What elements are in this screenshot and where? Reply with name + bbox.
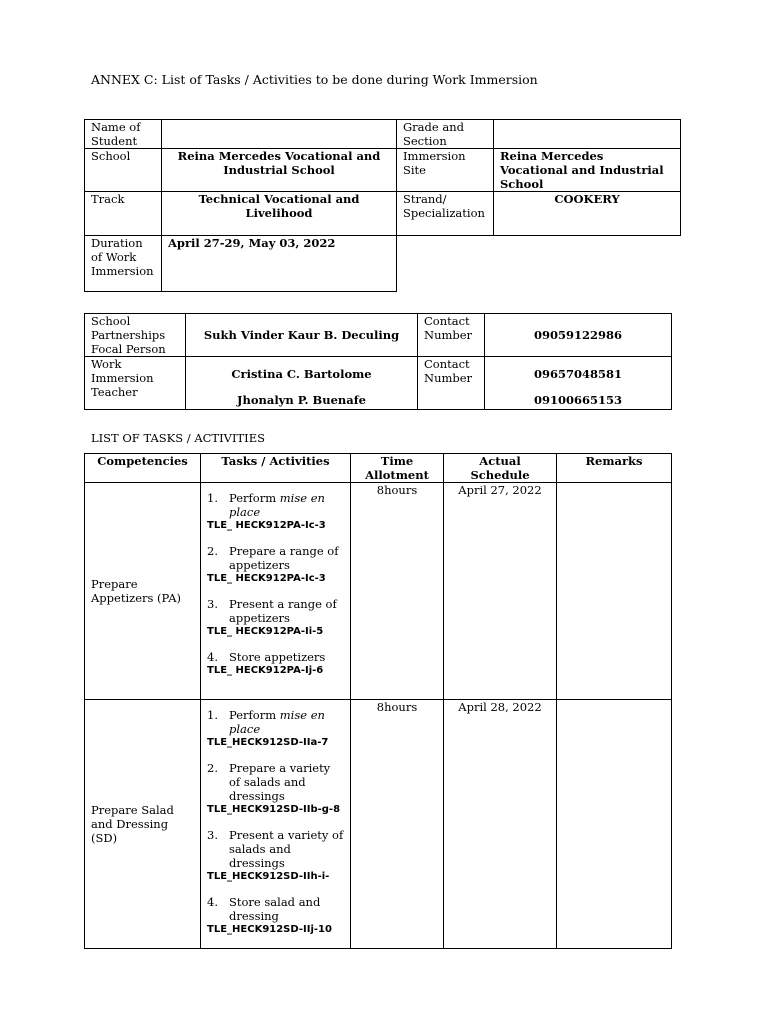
task-code: TLE_HECK912SD-IIh-i- <box>207 871 330 882</box>
header-schedule: Actual Schedule <box>444 454 557 483</box>
task-code: TLE_HECK912SD-IIa-7 <box>207 737 329 748</box>
strand-label: Strand/ Specialization <box>397 192 494 236</box>
grade-label: Grade and Section <box>397 120 494 149</box>
remarks-cell <box>557 483 672 700</box>
tasks-table <box>84 453 672 949</box>
task-item <box>207 828 344 883</box>
task-item <box>207 895 344 936</box>
teacher-number-1: 09657048581 <box>533 367 623 381</box>
task-number: 4. <box>207 895 218 909</box>
remarks-cell <box>557 700 672 949</box>
table-row <box>85 700 672 949</box>
task-code: TLE_HECK912SD-IIb-g-8 <box>207 804 341 815</box>
student-info-table <box>84 119 681 292</box>
task-number: 1. <box>207 491 218 505</box>
teacher-name-1: Cristina C. Bartolome <box>231 367 372 381</box>
task-item <box>207 761 344 816</box>
task-code: TLE_ HECK912PA-Ii-5 <box>207 626 324 637</box>
actual-schedule-cell: April 28, 2022 <box>444 700 557 949</box>
task-item <box>207 544 344 585</box>
table-header-row <box>85 454 672 483</box>
time-allotment-cell: 8hours <box>351 700 444 949</box>
task-text: Present a variety of salads and dressings <box>229 828 344 870</box>
task-item <box>207 650 344 677</box>
actual-schedule-cell: April 27, 2022 <box>444 483 557 700</box>
contact-table <box>84 313 672 410</box>
task-text: Prepare a variety of salads and dressings <box>229 761 331 803</box>
focal-person-label: School Partnerships Focal Person <box>85 314 186 357</box>
task-code: TLE_ HECK912PA-Ij-6 <box>207 665 324 676</box>
track-label: Track <box>85 192 162 236</box>
task-number: 2. <box>207 544 218 558</box>
task-number: 2. <box>207 761 218 775</box>
tasks-cell <box>201 483 351 700</box>
task-number: 4. <box>207 650 218 664</box>
table-row <box>85 314 672 357</box>
task-text: Store salad and dressing <box>229 895 321 923</box>
teacher-contact-label: Contact Number <box>418 357 485 410</box>
header-tasks: Tasks / Activities <box>201 454 351 483</box>
focal-contact-label: Contact Number <box>418 314 485 357</box>
tasks-title: LIST OF TASKS / ACTIVITIES <box>91 431 265 445</box>
task-number: 3. <box>207 597 218 611</box>
table-row <box>85 483 672 700</box>
task-item <box>207 708 344 749</box>
strand-value: COOKERY <box>494 192 681 236</box>
task-text: Perform <box>229 491 280 505</box>
tasks-cell <box>201 700 351 949</box>
table-row <box>85 236 681 292</box>
track-value: Technical Vocational and Livelihood <box>162 192 397 236</box>
teacher-number-2: 09100665153 <box>533 393 623 407</box>
task-code: TLE_ HECK912PA-Ic-3 <box>207 520 326 531</box>
duration-value: April 27-29, May 03, 2022 <box>162 236 397 292</box>
focal-contact-number: 09059122986 <box>485 314 672 357</box>
task-emphasis: mise en place <box>229 491 325 519</box>
table-row <box>85 192 681 236</box>
task-number: 1. <box>207 708 218 722</box>
competency-cell: Prepare Salad and Dressing (SD) <box>85 700 201 949</box>
competency-cell: Prepare Appetizers (PA) <box>85 483 201 700</box>
task-number: 3. <box>207 828 218 842</box>
task-text: Prepare a range of appetizers <box>229 544 339 572</box>
site-value: Reina Mercedes Vocational and Industrial School <box>494 149 681 192</box>
task-text: Present a range of appetizers <box>229 597 337 625</box>
header-remarks: Remarks <box>557 454 672 483</box>
task-text: Store appetizers <box>229 650 326 664</box>
task-list <box>207 491 344 677</box>
teacher-name-2: Jhonalyn P. Buenafe <box>237 393 366 407</box>
table-row <box>85 149 681 192</box>
school-label: School <box>85 149 162 192</box>
focal-person-name: Sukh Vinder Kaur B. Deculing <box>186 314 418 357</box>
name-label: Name of Student <box>85 120 162 149</box>
task-emphasis: mise en place <box>229 708 325 736</box>
grade-value <box>494 120 681 149</box>
name-value <box>162 120 397 149</box>
task-code: TLE_ HECK912PA-Ic-3 <box>207 573 326 584</box>
time-allotment-cell: 8hours <box>351 483 444 700</box>
site-label: Immersion Site <box>397 149 494 192</box>
header-time: Time Allotment <box>351 454 444 483</box>
table-row <box>85 357 672 410</box>
school-value: Reina Mercedes Vocational and Industrial School <box>162 149 397 192</box>
task-list <box>207 708 344 936</box>
annex-heading: ANNEX C: List of Tasks / Activities to be done during Work Immersion <box>91 72 538 87</box>
task-item <box>207 597 344 638</box>
table-row <box>85 120 681 149</box>
task-item <box>207 491 344 532</box>
duration-label: Duration of Work Immersion <box>85 236 162 292</box>
task-text: Perform <box>229 708 280 722</box>
task-code: TLE_HECK912SD-IIj-10 <box>207 924 332 935</box>
header-competencies: Competencies <box>85 454 201 483</box>
teacher-label: Work Immersion Teacher <box>85 357 186 410</box>
